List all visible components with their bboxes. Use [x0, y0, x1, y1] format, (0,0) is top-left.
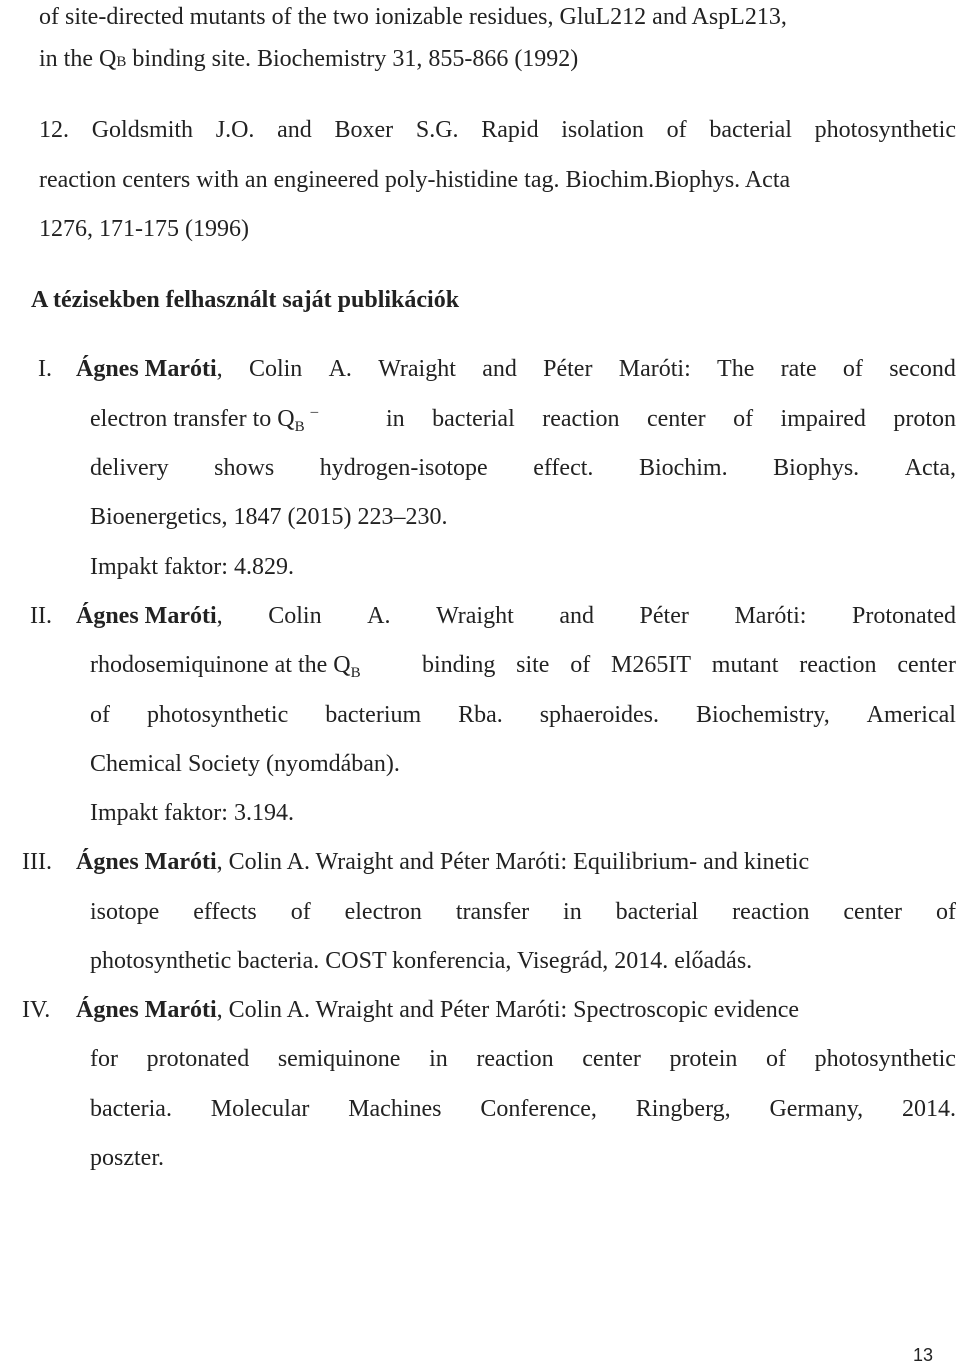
word: in	[563, 899, 582, 925]
word: and	[559, 603, 594, 629]
publication-1-line-3	[90, 456, 956, 480]
word: ,	[216, 356, 223, 382]
word: and	[482, 356, 517, 382]
publication-2-line-3	[90, 703, 956, 727]
word: Americal	[866, 702, 956, 728]
word: shows	[214, 455, 275, 481]
word: ,	[216, 603, 223, 629]
reference-11-line-1: of site-directed mutants of the two ionizable residues, GluL212 and AspL213,	[39, 4, 787, 30]
word: bacterial	[709, 117, 792, 143]
reference-12-line-2: reaction centers with an engineered poly-histidine tag. Biochim.Biophys. Acta	[39, 167, 791, 193]
word: mutant	[711, 652, 779, 678]
word: bacterium	[325, 702, 422, 728]
publication-numeral: I.	[38, 356, 52, 382]
word: transfer	[455, 899, 530, 925]
word: Goldsmith	[91, 117, 194, 143]
word: S.G.	[415, 117, 459, 143]
word: reaction	[732, 899, 810, 925]
word: Maróti:	[618, 356, 691, 382]
publication-3-line-1: Ágnes Maróti , Colin A. Wraight and Péter Maróti: Equilibrium- and kinetic	[76, 849, 810, 875]
word: protonated	[146, 1046, 250, 1072]
word: sphaeroides.	[539, 702, 659, 728]
word: Acta,	[904, 455, 956, 481]
word: site	[516, 652, 550, 678]
word: J.O.	[215, 117, 255, 143]
word: Germany,	[769, 1096, 864, 1122]
word: binding	[422, 652, 496, 678]
word: Conference,	[480, 1096, 597, 1122]
word: M265IT	[611, 652, 692, 678]
word: Péter	[543, 356, 593, 382]
word: of	[666, 117, 687, 143]
word: photosynthetic	[146, 702, 289, 728]
publication-3-line-2	[90, 900, 956, 924]
word: bacteria.	[90, 1096, 172, 1122]
word: center	[646, 406, 706, 432]
word: bacterial	[615, 899, 699, 925]
word: Ringberg,	[635, 1096, 731, 1122]
word: of	[90, 702, 110, 728]
reference-12-line-1	[39, 118, 956, 142]
word: A.	[328, 356, 352, 382]
publication-4-line-3	[90, 1097, 956, 1121]
word: reaction	[799, 652, 877, 678]
publication-1-line-1	[76, 357, 956, 381]
word: electron	[344, 899, 422, 925]
word: delivery	[90, 455, 169, 481]
publication-numeral: II.	[30, 603, 52, 629]
word: proton	[893, 406, 956, 432]
word: effect.	[533, 455, 594, 481]
word: reaction	[476, 1046, 554, 1072]
word: of	[842, 356, 863, 382]
word: Rba.	[458, 702, 503, 728]
word: Wraight	[436, 603, 514, 629]
word: second	[889, 356, 956, 382]
word: photosynthetic	[814, 117, 956, 143]
reference-12-line-3: 1276, 171-175 (1996)	[39, 216, 249, 242]
word: of	[935, 899, 956, 925]
word: The	[717, 356, 755, 382]
author-name: Ágnes Maróti	[76, 997, 217, 1023]
word: of	[570, 652, 591, 678]
word: hydrogen-isotope	[319, 455, 488, 481]
publication-2-line-1	[76, 604, 956, 628]
word: center	[582, 1046, 641, 1072]
page-number: 13	[912, 1345, 933, 1365]
word: isotope	[90, 899, 160, 925]
author-name: Ágnes Maróti	[76, 356, 217, 382]
word: protein	[669, 1046, 738, 1072]
word: of	[766, 1046, 787, 1072]
word: photosynthetic	[814, 1046, 956, 1072]
author-name: Ágnes Maróti	[76, 849, 217, 875]
word: Biophys.	[773, 455, 860, 481]
word: Protonated	[852, 603, 956, 629]
word: Molecular	[210, 1096, 310, 1122]
word: effects	[193, 899, 257, 925]
word: rate	[780, 356, 817, 382]
publication-numeral: III.	[22, 849, 52, 875]
publication-4-line-2	[90, 1047, 956, 1071]
word: for	[90, 1046, 118, 1072]
word: 2014.	[902, 1096, 956, 1122]
publication-3-line-3: photosynthetic bacteria. COST konferencia, Visegrád, 2014. előadás.	[90, 948, 753, 974]
word: center	[843, 899, 903, 925]
word: isolation	[561, 117, 644, 143]
word: reaction	[542, 406, 620, 432]
publication-1-line-2: electron transfer to $Q_B^-$ in bacterial reaction center of impaired proton	[90, 404, 956, 435]
word: in	[429, 1046, 448, 1072]
publication-1-line-4: Bioenergetics, 1847 (2015) 223–230.	[90, 504, 448, 530]
publication-2-impact: Impakt faktor: 3.194.	[90, 800, 294, 826]
reference-11-line-2: in the Q B binding site. Biochemistry 31, 855-866 (1992)	[39, 46, 579, 72]
word: and	[277, 117, 312, 143]
word: Colin	[248, 356, 303, 382]
publication-1-impact: Impakt faktor: 4.829.	[90, 554, 294, 580]
author-name: Ágnes Maróti	[76, 603, 217, 629]
word: Péter	[639, 603, 689, 629]
word: impaired	[780, 406, 866, 432]
word: Maróti:	[734, 603, 807, 629]
word: Machines	[348, 1096, 442, 1122]
word: of	[733, 406, 754, 432]
word: Biochim.	[638, 455, 728, 481]
word: bacterial	[432, 406, 515, 432]
section-heading: A tézisekben felhasznált saját publikációk	[31, 287, 460, 313]
publication-2-line-2: rhodosemiquinone at the $Q_B$ binding site of M265IT mutant reaction center	[90, 652, 956, 681]
publication-4-line-1: Ágnes Maróti , Colin A. Wraight and Péter Maróti: Spectroscopic evidence	[76, 997, 800, 1023]
word: of	[290, 899, 311, 925]
word: in	[386, 406, 405, 432]
word: Colin	[268, 603, 322, 629]
publication-4-line-4: poszter.	[90, 1145, 164, 1171]
word: semiquinone	[277, 1046, 401, 1072]
word: Wraight	[378, 356, 456, 382]
word: 12.	[39, 117, 69, 143]
word: A.	[367, 603, 391, 629]
publication-numeral: IV.	[22, 997, 51, 1023]
word: Biochemistry,	[695, 702, 830, 728]
publication-2-line-4: Chemical Society (nyomdában).	[90, 751, 400, 777]
word: Rapid	[481, 117, 539, 143]
word: Boxer	[334, 117, 394, 143]
word: center	[897, 652, 956, 678]
